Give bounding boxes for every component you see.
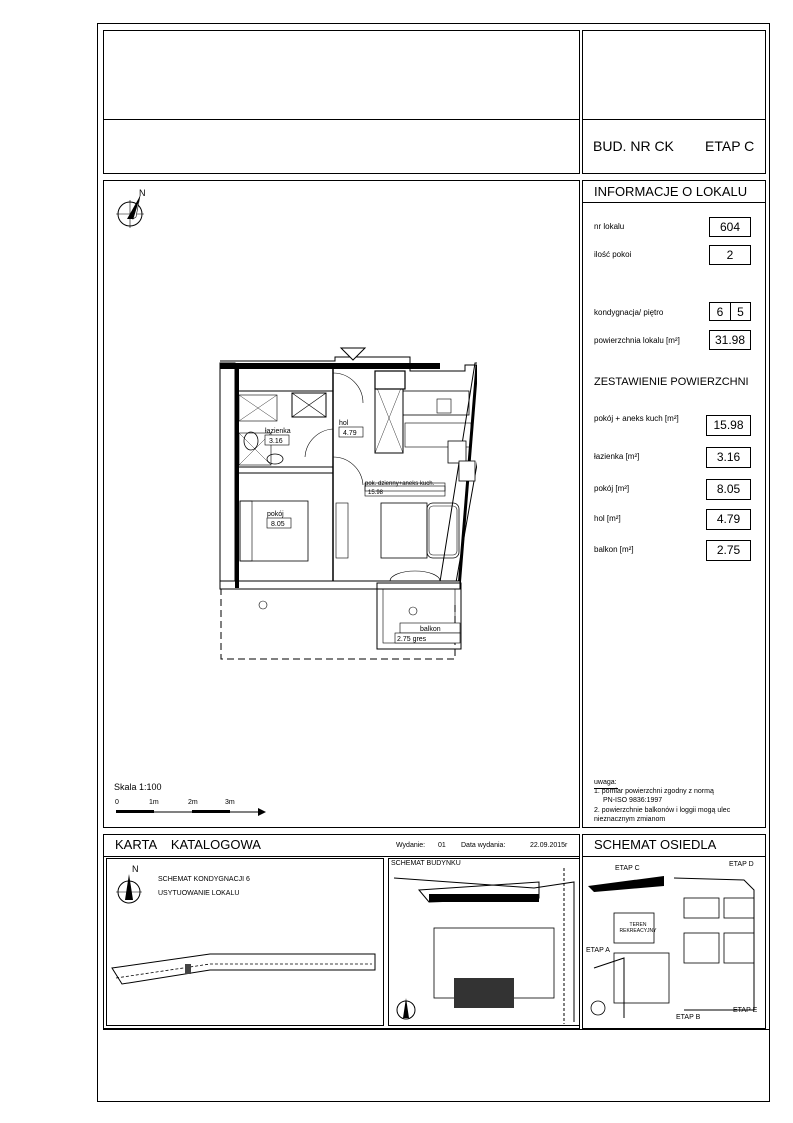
room-bedroom-name: pokój xyxy=(267,511,284,518)
estate-map xyxy=(584,858,764,1026)
summary-row-hall-label: hol [m²] xyxy=(594,514,621,523)
info-title: INFORMACJE O LOKALU xyxy=(594,184,748,199)
rooms-count-label: ilość pokoi xyxy=(594,250,632,259)
room-bathroom-area: 3.16 xyxy=(269,438,283,445)
scale-tick-1: 1m xyxy=(149,799,159,806)
notes-line-4: nieznacznym zmianom xyxy=(594,816,666,823)
building-number: BUD. NR CK xyxy=(593,138,674,154)
summary-row-room-value: 8.05 xyxy=(706,479,751,500)
summary-row-living-label: pokój + aneks kuch [m²] xyxy=(594,414,679,423)
summary-row-bathroom-label: łazienka [m²] xyxy=(594,452,640,461)
room-living-area: 15.98 xyxy=(368,490,384,496)
stage-label: ETAP C xyxy=(705,138,755,154)
room-balcony-area: 2.75 gres xyxy=(397,636,427,643)
summary-title: ZESTAWIENIE POWIERZCHNI xyxy=(594,376,749,388)
building-schema-compass-icon xyxy=(394,990,420,1022)
floor-schema-drawing xyxy=(110,938,382,998)
unit-area-value: 31.98 xyxy=(709,330,751,350)
summary-row-room-label: pokój [m²] xyxy=(594,484,630,493)
floor-value-level: 5 xyxy=(730,302,751,321)
estate-rule xyxy=(582,856,766,857)
notes-title: uwaga: xyxy=(594,779,617,786)
unit-number-label: nr lokalu xyxy=(594,222,625,231)
floor-plan-drawing xyxy=(215,343,477,665)
floor-schema-line-2: USYTUOWANIE LOKALU xyxy=(158,890,240,897)
estate-title: SCHEMAT OSIEDLA xyxy=(594,837,717,852)
room-hall-name: hol xyxy=(339,420,349,427)
unit-area-label: powierzchnia lokalu [m²] xyxy=(594,336,680,345)
edition-label: Wydanie: xyxy=(396,842,426,849)
compass-n-label: N xyxy=(139,188,146,198)
room-bedroom-area: 8.05 xyxy=(271,521,285,528)
catalog-rule xyxy=(103,856,580,857)
floor-value-storey: 6 xyxy=(709,302,731,321)
info-title-rule xyxy=(582,202,766,203)
summary-row-hall-value: 4.79 xyxy=(706,509,751,530)
summary-row-bathroom-value: 3.16 xyxy=(706,447,751,468)
summary-row-living-value: 15.98 xyxy=(706,415,751,436)
room-balcony-name: balkon xyxy=(420,626,441,633)
info-panel xyxy=(582,180,766,828)
title-block-divider xyxy=(103,119,580,120)
scale-tick-0: 0 xyxy=(115,799,119,806)
room-hall-area: 4.79 xyxy=(343,430,357,437)
room-living-name: pok. dzienny+aneks kuch. xyxy=(365,481,435,487)
estate-label-d: ETAP D xyxy=(729,861,754,868)
notes-line-1: 1. pomiar powierzchni zgodny z normą xyxy=(594,788,714,795)
title-block-main xyxy=(103,30,580,174)
floor-label: kondygnacja/ piętro xyxy=(594,308,664,317)
summary-row-balcony-label: balkon [m²] xyxy=(594,545,634,554)
unit-number-value: 604 xyxy=(709,217,751,237)
rooms-count-value: 2 xyxy=(709,245,751,265)
title-block-side-divider xyxy=(582,119,766,120)
notes-line-3: 2. powierzchnie balkonów i loggii mogą ulec xyxy=(594,807,731,814)
floor-schema-compass-icon xyxy=(112,862,148,912)
estate-label-c: ETAP C xyxy=(615,865,640,872)
date-label: Data wydania: xyxy=(461,842,506,849)
estate-recreation-label: TEREN REKREACYJNY xyxy=(619,922,657,934)
estate-label-b: ETAP B xyxy=(676,1014,701,1021)
notes-line-2: PN-ISO 9836:1997 xyxy=(603,797,663,804)
room-bathroom-name: łazienka xyxy=(265,428,291,435)
catalog-title: KARTA KATALOGOWA xyxy=(115,837,261,852)
scale-tick-2: 2m xyxy=(188,799,198,806)
edition-value: 01 xyxy=(438,842,446,849)
estate-label-a: ETAP A xyxy=(586,947,610,954)
catalog-bottom-rule xyxy=(103,1029,770,1030)
scale-label: Skala 1:100 xyxy=(114,782,162,792)
floor-schema-line-1: SCHEMAT KONDYGNACJI 6 xyxy=(158,876,250,883)
floor-schema-compass-n: N xyxy=(132,864,139,874)
north-compass-icon xyxy=(112,186,154,232)
estate-label-e: ETAP E xyxy=(733,1007,758,1014)
building-schema-title: SCHEMAT BUDYNKU xyxy=(391,860,461,867)
scale-tick-3: 3m xyxy=(225,799,235,806)
summary-row-balcony-value: 2.75 xyxy=(706,540,751,561)
date-value: 22.09.2015r xyxy=(530,842,568,849)
